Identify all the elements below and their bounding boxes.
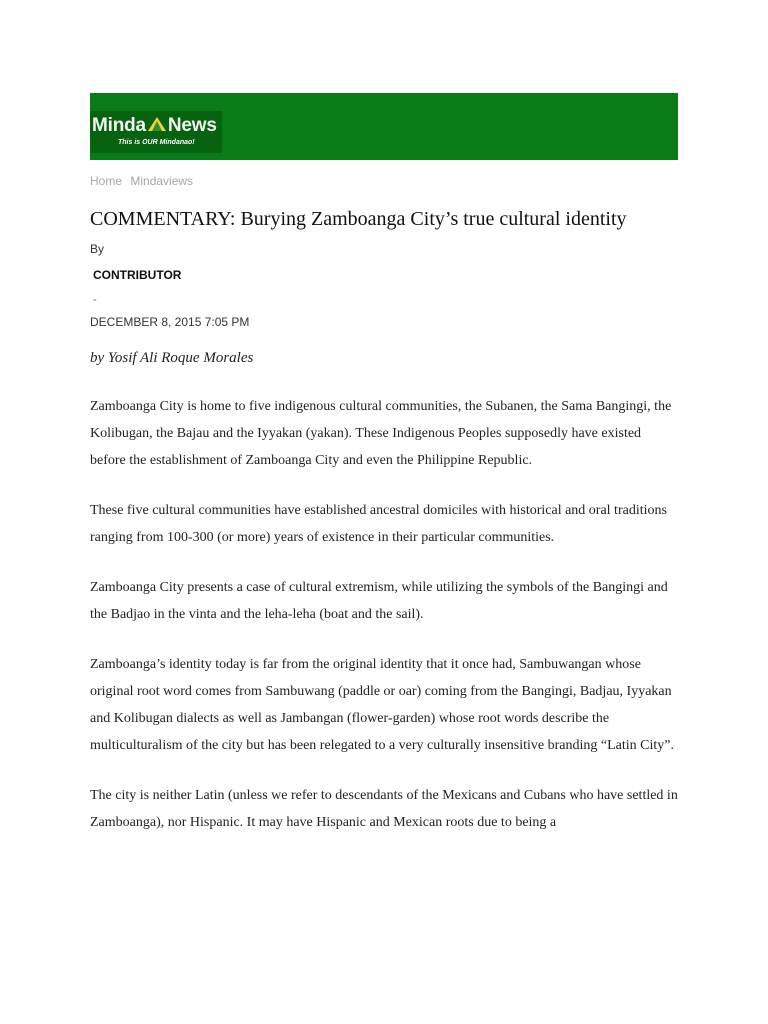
- logo-text-minda: Minda: [92, 115, 146, 136]
- article-title: COMMENTARY: Burying Zamboanga City’s true cultural identity: [90, 208, 627, 230]
- breadcrumb-mindaviews-link[interactable]: Mindaviews: [130, 174, 194, 188]
- sail-logo-icon: [146, 116, 168, 132]
- breadcrumb-home-link[interactable]: Home: [90, 174, 123, 188]
- article-meta: [90, 242, 678, 329]
- article-byline: by Yosif Ali Roque Morales: [90, 350, 254, 366]
- article-paragraph: Zamboanga’s identity today is far from the original identity that it once had, Sambuwangan whose original root word comes from Sambuwang (paddle or oar) coming from the Bangingi, Badjau, Iyyakan and Kolibugan dialects as well as Jambangan (flower-garden) whose root words describe the multiculturalism of the city but has been relegated to a very culturally insensitive branding “Latin City”.: [90, 657, 674, 753]
- article-paragraph: These five cultural communities have established ancestral domiciles with historical and oral traditions ranging from 100-300 (or more) years of existence in their particular communities.: [90, 503, 667, 545]
- site-header: [90, 93, 678, 160]
- logo-text-news: News: [167, 115, 217, 136]
- page-content: [90, 93, 678, 836]
- meta-separator: -: [93, 294, 97, 306]
- article-paragraph: The city is neither Latin (unless we refer to descendants of the Mexicans and Cubans who have settled in Zamboanga), nor Hispanic. It may have Hispanic and Mexican roots due to being a: [90, 788, 678, 830]
- breadcrumb: [90, 174, 678, 188]
- publish-date: DECEMBER 8, 2015 7:05 PM: [90, 315, 250, 329]
- mindanews-logo[interactable]: [90, 111, 222, 153]
- logo-tagline: This is OUR Mindanao!: [118, 139, 195, 146]
- by-label: By: [90, 242, 105, 256]
- author-link[interactable]: CONTRIBUTOR: [93, 268, 182, 282]
- article-paragraph: Zamboanga City is home to five indigenous cultural communities, the Subanen, the Sama Bangingi, the Kolibugan, the Bajau and the Iyyakan (yakan). These Indigenous Peoples supposedly have existed before the establishment of Zamboanga City and even the Philippine Republic.: [90, 399, 672, 468]
- article-paragraph: Zamboanga City presents a case of cultural extremism, while utilizing the symbols of the Bangingi and the Badjao in the vinta and the leha-leha (boat and the sail).: [90, 580, 668, 622]
